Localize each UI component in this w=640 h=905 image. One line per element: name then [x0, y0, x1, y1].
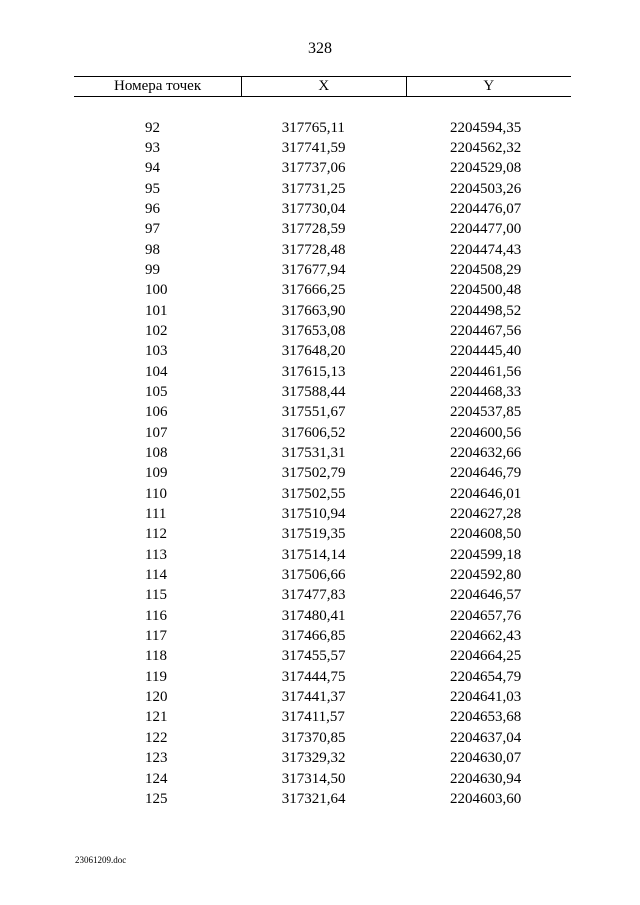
- cell-point-number: 121: [145, 709, 168, 726]
- cell-point-number: 93: [145, 139, 160, 156]
- table-row: [74, 728, 571, 748]
- cell-point-number: 115: [145, 587, 167, 604]
- cell-point-number: 108: [145, 445, 168, 462]
- cell-y: 2204498,52: [450, 302, 522, 319]
- table-row: [74, 138, 571, 158]
- cell-x: 317588,44: [281, 383, 346, 400]
- cell-x: 317551,67: [281, 404, 346, 421]
- table-row: [74, 585, 571, 605]
- cell-x: 317737,06: [281, 160, 346, 177]
- table-row: [74, 545, 571, 565]
- cell-y: 2204537,85: [450, 404, 522, 421]
- table-row: [74, 239, 571, 259]
- cell-point-number: 95: [145, 180, 160, 197]
- cell-y: 2204657,76: [450, 607, 522, 624]
- cell-point-number: 112: [145, 526, 167, 543]
- cell-y: 2204646,57: [450, 587, 522, 604]
- cell-point-number: 109: [145, 465, 168, 482]
- table-row: [74, 260, 571, 280]
- cell-y: 2204477,00: [450, 221, 522, 238]
- cell-point-number: 118: [145, 648, 167, 665]
- cell-x: 317441,37: [281, 689, 346, 706]
- cell-y: 2204608,50: [450, 526, 522, 543]
- cell-y: 2204641,03: [450, 689, 522, 706]
- cell-x: 317502,55: [281, 485, 346, 502]
- table-row: [74, 565, 571, 585]
- cell-point-number: 98: [145, 241, 160, 258]
- table-row: [74, 361, 571, 381]
- cell-point-number: 97: [145, 221, 160, 238]
- cell-point-number: 103: [145, 343, 168, 360]
- table-row: [74, 707, 571, 727]
- cell-point-number: 102: [145, 322, 168, 339]
- cell-y: 2204468,33: [450, 383, 522, 400]
- cell-point-number: 99: [145, 261, 160, 278]
- cell-y: 2204508,29: [450, 261, 522, 278]
- cell-point-number: 105: [145, 383, 168, 400]
- cell-point-number: 117: [145, 628, 167, 645]
- table-row: [74, 626, 571, 646]
- cell-y: 2204637,04: [450, 729, 522, 746]
- cell-y: 2204603,60: [450, 790, 522, 807]
- cell-x: 317765,11: [281, 119, 345, 136]
- cell-point-number: 106: [145, 404, 168, 421]
- header-point-number: Номера точек: [74, 77, 242, 97]
- cell-x: 317502,79: [281, 465, 346, 482]
- cell-y: 2204646,01: [450, 485, 522, 502]
- cell-x: 317444,75: [281, 668, 346, 685]
- table-body: [74, 97, 571, 810]
- table-row: [74, 646, 571, 666]
- header-y: Y: [406, 77, 571, 97]
- cell-x: 317411,57: [281, 709, 345, 726]
- cell-point-number: 124: [145, 770, 168, 787]
- cell-y: 2204594,35: [450, 119, 522, 136]
- cell-x: 317519,35: [281, 526, 346, 543]
- cell-y: 2204630,07: [450, 750, 522, 767]
- cell-x: 317666,25: [281, 282, 346, 299]
- coordinates-table: [74, 76, 571, 809]
- cell-y: 2204632,66: [450, 445, 522, 462]
- table-row: [74, 423, 571, 443]
- table-row: [74, 300, 571, 320]
- table-row: [74, 606, 571, 626]
- table-row: [74, 199, 571, 219]
- cell-x: 317329,32: [281, 750, 346, 767]
- cell-x: 317510,94: [281, 506, 346, 523]
- cell-x: 317514,14: [281, 546, 346, 563]
- cell-x: 317648,20: [281, 343, 346, 360]
- cell-point-number: 110: [145, 485, 167, 502]
- cell-x: 317370,85: [281, 729, 346, 746]
- table-row: [74, 748, 571, 768]
- table-row: [74, 341, 571, 361]
- cell-point-number: 104: [145, 363, 168, 380]
- cell-point-number: 116: [145, 607, 167, 624]
- cell-x: 317677,94: [281, 261, 346, 278]
- cell-y: 2204664,25: [450, 648, 522, 665]
- cell-point-number: 92: [145, 119, 160, 136]
- table-row: [74, 321, 571, 341]
- cell-y: 2204445,40: [450, 343, 522, 360]
- cell-x: 317314,50: [281, 770, 346, 787]
- cell-x: 317741,59: [281, 139, 346, 156]
- cell-x: 317480,41: [281, 607, 346, 624]
- table-row: [74, 463, 571, 483]
- cell-point-number: 123: [145, 750, 168, 767]
- cell-point-number: 96: [145, 200, 160, 217]
- cell-point-number: 119: [145, 668, 167, 685]
- cell-point-number: 125: [145, 790, 168, 807]
- footer-filename: 23061209.doc: [75, 855, 127, 865]
- table-row: [74, 117, 571, 137]
- table-row: [74, 667, 571, 687]
- table-row: [74, 768, 571, 788]
- table-row: [74, 504, 571, 524]
- cell-y: 2204467,56: [450, 322, 522, 339]
- table-row: [74, 402, 571, 422]
- table-row: [74, 687, 571, 707]
- cell-point-number: 120: [145, 689, 168, 706]
- cell-point-number: 107: [145, 424, 168, 441]
- table-spacer-row: [74, 97, 571, 118]
- cell-point-number: 122: [145, 729, 168, 746]
- table-row: [74, 382, 571, 402]
- cell-y: 2204630,94: [450, 770, 522, 787]
- cell-point-number: 101: [145, 302, 168, 319]
- cell-x: 317506,66: [281, 567, 346, 584]
- cell-x: 317455,57: [281, 648, 346, 665]
- cell-x: 317663,90: [281, 302, 346, 319]
- cell-y: 2204600,56: [450, 424, 522, 441]
- cell-y: 2204654,79: [450, 668, 522, 685]
- table-row: [74, 789, 571, 809]
- cell-point-number: 100: [145, 282, 168, 299]
- cell-x: 317731,25: [281, 180, 346, 197]
- cell-y: 2204653,68: [450, 709, 522, 726]
- cell-y: 2204627,28: [450, 506, 522, 523]
- header-x: X: [242, 77, 406, 97]
- cell-y: 2204592,80: [450, 567, 522, 584]
- cell-x: 317466,85: [281, 628, 346, 645]
- cell-y: 2204662,43: [450, 628, 522, 645]
- cell-y: 2204476,07: [450, 200, 522, 217]
- cell-point-number: 94: [145, 160, 160, 177]
- cell-y: 2204599,18: [450, 546, 522, 563]
- cell-point-number: 114: [145, 567, 167, 584]
- table-row: [74, 158, 571, 178]
- cell-x: 317531,31: [281, 445, 346, 462]
- table-row: [74, 280, 571, 300]
- cell-x: 317615,13: [281, 363, 346, 380]
- cell-x: 317728,48: [281, 241, 346, 258]
- table-row: [74, 178, 571, 198]
- cell-x: 317606,52: [281, 424, 346, 441]
- cell-x: 317477,83: [281, 587, 346, 604]
- cell-y: 2204646,79: [450, 465, 522, 482]
- cell-y: 2204503,26: [450, 180, 522, 197]
- cell-y: 2204529,08: [450, 160, 522, 177]
- table-header-row: [74, 77, 571, 97]
- table-row: [74, 524, 571, 544]
- table-row: [74, 443, 571, 463]
- cell-x: 317728,59: [281, 221, 346, 238]
- cell-point-number: 111: [145, 506, 167, 523]
- cell-point-number: 113: [145, 546, 167, 563]
- cell-y: 2204461,56: [450, 363, 522, 380]
- cell-x: 317730,04: [281, 200, 346, 217]
- page-number: 328: [308, 40, 332, 57]
- cell-x: 317653,08: [281, 322, 346, 339]
- cell-y: 2204500,48: [450, 282, 522, 299]
- table-row: [74, 484, 571, 504]
- table-row: [74, 219, 571, 239]
- cell-x: 317321,64: [281, 790, 346, 807]
- cell-y: 2204562,32: [450, 139, 522, 156]
- cell-y: 2204474,43: [450, 241, 522, 258]
